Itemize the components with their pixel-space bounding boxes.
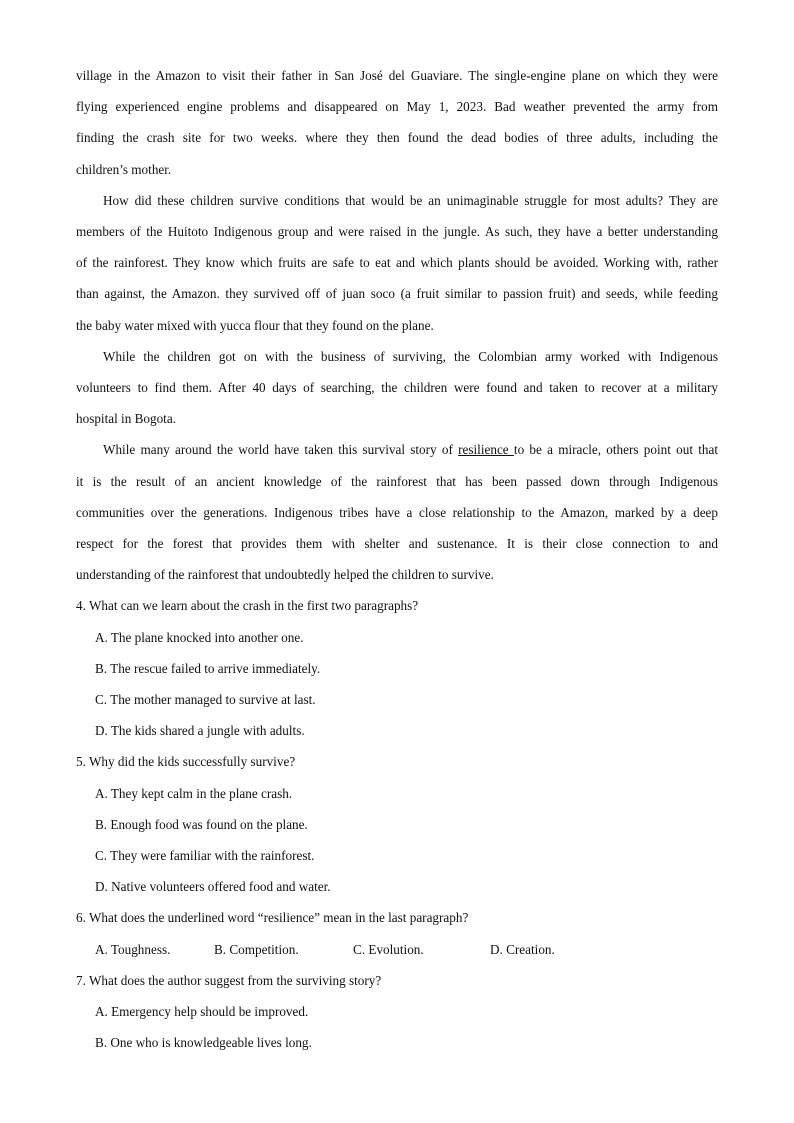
paragraph-line: How did these children survive conditions that would be an unimaginable struggle for most adults? They are xyxy=(103,192,718,208)
paragraph-4 xyxy=(76,434,718,590)
paragraph-line xyxy=(76,434,718,465)
option-b: B. One who is knowledgeable lives long. xyxy=(95,1035,312,1051)
paragraph-line: it is the result of an ancient knowledge of the rainforest that has been passed down through Indigenous xyxy=(76,473,718,489)
paragraph-line: the baby water mixed with yucca flour that they found on the plane. xyxy=(76,317,434,333)
option-c: C. They were familiar with the rainforest. xyxy=(95,848,315,864)
paragraph-line: understanding of the rainforest that undoubtedly helped the children to survive. xyxy=(76,567,494,583)
paragraph-line: of the rainforest. They know which fruits are safe to eat and which plants should be avoided. Working with, rather xyxy=(76,255,718,271)
text-span: While many around the world have taken this survival story of xyxy=(103,442,459,458)
question-6 xyxy=(76,902,718,964)
option-a: A. The plane knocked into another one. xyxy=(95,629,304,645)
option-b: B. The rescue failed to arrive immediately. xyxy=(95,660,321,676)
paragraph-line: communities over the generations. Indigenous tribes have a close relationship to the Amazon, marked by a deep xyxy=(76,504,718,520)
option-d: D. Native volunteers offered food and water. xyxy=(95,879,331,895)
option-a: A. Emergency help should be improved. xyxy=(95,1004,309,1020)
paragraph-line: volunteers to find them. After 40 days of searching, the children were found and taken to recover at a military xyxy=(76,380,718,396)
paragraph-line: village in the Amazon to visit their father in San José del Guaviare. The single-engine plane on which they were xyxy=(76,68,718,83)
paragraph-line: respect for the forest that provides them with shelter and sustenance. It is their close connection to and xyxy=(76,536,718,552)
option-b: B. Enough food was found on the plane. xyxy=(95,816,308,832)
option-a: A. They kept calm in the plane crash. xyxy=(95,785,293,801)
text-span: to be a miracle, others point out that xyxy=(513,442,719,458)
paragraph-line: than against, the Amazon. they survived off of juan soco (a fruit similar to passion fruit) and seeds, while feeding xyxy=(76,286,718,302)
option-d: D. Creation. xyxy=(490,941,555,957)
option-row xyxy=(95,934,718,965)
question-stem: 4. What can we learn about the crash in the first two paragraphs? xyxy=(76,598,419,614)
option-c: C. The mother managed to survive at last. xyxy=(95,692,316,708)
option-a: A. Toughness. xyxy=(95,941,171,957)
paragraph-line: children’s mother. xyxy=(76,161,172,177)
question-4 xyxy=(76,590,718,746)
option-d: D. The kids shared a jungle with adults. xyxy=(95,723,305,739)
question-stem: 6. What does the underlined word “resilience” mean in the last paragraph? xyxy=(76,910,469,926)
question-7 xyxy=(76,965,718,1059)
paragraph-line: flying experienced engine problems and disappeared on May 1, 2023. Bad weather prevented the army from xyxy=(76,99,718,115)
option-b: B. Competition. xyxy=(214,941,299,957)
document-page xyxy=(76,60,718,1059)
paragraph-line: hospital in Bogota. xyxy=(76,411,177,427)
paragraph-line: members of the Huitoto Indigenous group and were raised in the jungle. As such, they have a better understanding xyxy=(76,224,718,240)
paragraph-3 xyxy=(76,341,718,435)
paragraph-1 xyxy=(76,60,718,185)
underlined-word: resilience xyxy=(458,442,514,458)
option-c: C. Evolution. xyxy=(353,941,424,957)
question-stem: 5. Why did the kids successfully survive? xyxy=(76,754,296,770)
question-stem: 7. What does the author suggest from the surviving story? xyxy=(76,972,382,988)
paragraph-line: finding the crash site for two weeks. where they then found the dead bodies of three adults, including the xyxy=(76,130,718,146)
question-5 xyxy=(76,746,718,902)
paragraph-line: While the children got on with the business of surviving, the Colombian army worked with Indigenous xyxy=(103,348,718,364)
paragraph-2 xyxy=(76,185,718,341)
